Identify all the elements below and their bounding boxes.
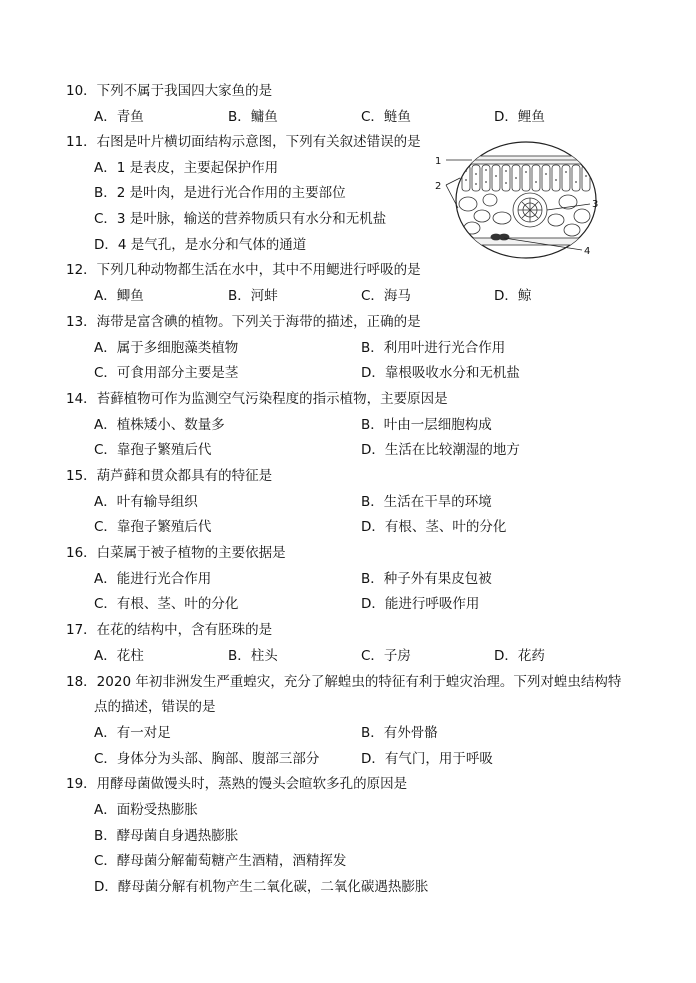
q11-option-a: A．1 是表皮，主要起保护作用 <box>94 160 279 176</box>
q18-option-a: A．有一对足 <box>94 725 171 741</box>
q13-option-d: D．靠根吸收水分和无机盐 <box>361 365 520 381</box>
q10-option-a: A．青鱼 <box>94 109 144 125</box>
question-11-stem: 11．右图是叶片横切面结构示意图，下列有关叙述错误的是 <box>66 134 421 150</box>
q12-option-b: B．河蚌 <box>228 288 278 304</box>
question-13-stem: 13．海带是富含碘的植物。下列关于海带的描述，正确的是 <box>66 314 421 330</box>
question-16-stem: 16．白菜属于被子植物的主要依据是 <box>66 545 286 561</box>
q16-option-c: C．有根、茎、叶的分化 <box>94 596 239 612</box>
q12-option-c: C．海马 <box>361 288 411 304</box>
q18-option-b: B．有外骨骼 <box>361 725 438 741</box>
question-10-stem: 10．下列不属于我国四大家鱼的是 <box>66 83 273 99</box>
leaf-cross-section-figure <box>432 138 602 264</box>
q11-option-c: C．3 是叶脉，输送的营养物质只有水分和无机盐 <box>94 211 387 227</box>
question-15-stem: 15．葫芦藓和贯众都具有的特征是 <box>66 468 273 484</box>
q14-option-d: D．生活在比较潮湿的地方 <box>361 442 520 458</box>
q14-option-c: C．靠孢子繁殖后代 <box>94 442 212 458</box>
question-14-stem: 14．苔藓植物可作为监测空气污染程度的指示植物，主要原因是 <box>66 391 448 407</box>
q19-option-c: C．酵母菌分解葡萄糖产生酒精，酒精挥发 <box>94 853 347 869</box>
q10-option-c: C．鲢鱼 <box>361 109 411 125</box>
figure-label-4: 4 <box>584 246 591 257</box>
q16-option-b: B．种子外有果皮包被 <box>361 571 492 587</box>
q15-option-d: D．有根、茎、叶的分化 <box>361 519 507 535</box>
q10-option-b: B．鳙鱼 <box>228 109 278 125</box>
q13-option-a: A．属于多细胞藻类植物 <box>94 340 239 356</box>
figure-label-3: 3 <box>592 199 599 210</box>
q16-option-d: D．能进行呼吸作用 <box>361 596 480 612</box>
question-17-stem: 17．在花的结构中，含有胚珠的是 <box>66 622 273 638</box>
question-18-stem: 18．2020 年初非洲发生严重蝗灾，充分了解蝗虫的特征有利于蝗灾治理。下列对蝗虫结构特 <box>66 674 622 690</box>
q17-option-c: C．子房 <box>361 648 411 664</box>
q19-option-b: B．酵母菌自身遇热膨胀 <box>94 828 239 844</box>
q13-option-b: B．利用叶进行光合作用 <box>361 340 506 356</box>
q14-option-a: A．植株矮小、数量多 <box>94 417 225 433</box>
figure-label-1: 1 <box>435 156 442 167</box>
q15-option-c: C．靠孢子繁殖后代 <box>94 519 212 535</box>
q15-option-b: B．生活在干旱的环境 <box>361 494 492 510</box>
question-19-stem: 19．用酵母菌做馒头时，蒸熟的馒头会暄软多孔的原因是 <box>66 776 408 792</box>
question-18-stem-continued: 点的描述，错误的是 <box>94 699 216 715</box>
q19-option-d: D．酵母菌分解有机物产生二氧化碳，二氧化碳遇热膨胀 <box>94 879 429 895</box>
q12-option-a: A．鲫鱼 <box>94 288 144 304</box>
q13-option-c: C．可食用部分主要是茎 <box>94 365 239 381</box>
q17-option-b: B．柱头 <box>228 648 278 664</box>
q14-option-b: B．叶由一层细胞构成 <box>361 417 492 433</box>
q11-option-d: D．4 是气孔，是水分和气体的通道 <box>94 237 307 253</box>
q17-option-a: A．花柱 <box>94 648 144 664</box>
q18-option-d: D．有气门，用于呼吸 <box>361 751 493 767</box>
q11-option-b: B．2 是叶肉，是进行光合作用的主要部位 <box>94 185 346 201</box>
q18-option-c: C．身体分为头部、胸部、腹部三部分 <box>94 751 320 767</box>
q16-option-a: A．能进行光合作用 <box>94 571 212 587</box>
figure-label-2: 2 <box>435 181 442 192</box>
q12-option-d: D．鲸 <box>494 288 532 304</box>
q17-option-d: D．花药 <box>494 648 545 664</box>
q19-option-a: A．面粉受热膨胀 <box>94 802 198 818</box>
q15-option-a: A．叶有输导组织 <box>94 494 198 510</box>
question-12-stem: 12．下列几种动物都生活在水中，其中不用鳃进行呼吸的是 <box>66 262 421 278</box>
q10-option-d: D．鲤鱼 <box>494 109 545 125</box>
